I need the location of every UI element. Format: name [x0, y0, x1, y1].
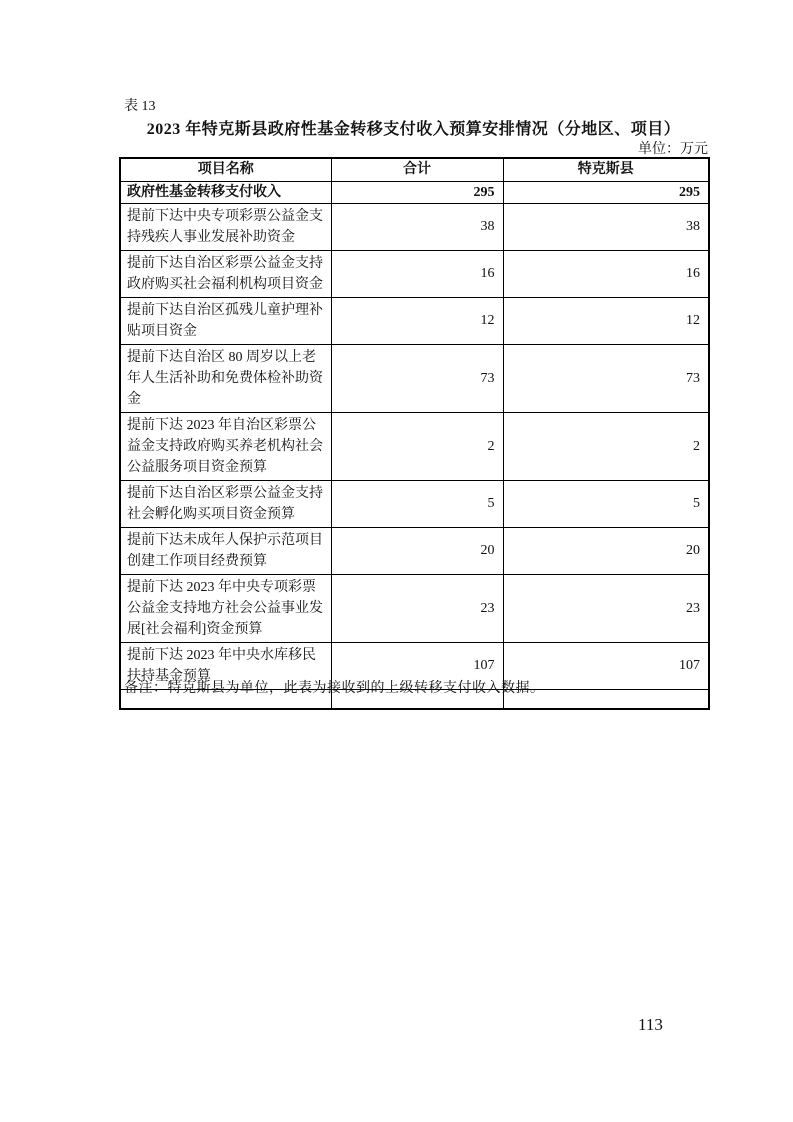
row-name-cell: 提前下达中央专项彩票公益金支持残疾人事业发展补助资金	[120, 203, 331, 250]
table-row	[120, 181, 709, 203]
row-total-cell: 107	[331, 642, 503, 689]
footnote: 备注：特克斯县为单位，此表为接收到的上级转移支付收入数据。	[124, 681, 545, 696]
row-name-cell: 提前下达自治区 80 周岁以上老年人生活补助和免费体检补助资金	[120, 344, 331, 412]
row-name-cell: 提前下达 2023 年自治区彩票公益金支持政府购买养老机构社会公益服务项目资金预算	[120, 412, 331, 480]
row-total-cell: 73	[331, 344, 503, 412]
table-header	[120, 158, 709, 181]
row-name-cell: 提前下达 2023 年中央专项彩票公益金支持地方社会公益事业发展[社会福利]资金预算	[120, 574, 331, 642]
row-total-cell: 16	[331, 250, 503, 297]
table-row	[120, 480, 709, 527]
row-tekes-cell: 2	[503, 412, 709, 480]
row-name-cell: 提前下达 2023 年中央水库移民扶持基金预算	[120, 642, 331, 689]
row-tekes-cell: 20	[503, 527, 709, 574]
row-total-cell: 23	[331, 574, 503, 642]
row-tekes-cell: 12	[503, 297, 709, 344]
document-title: 2023 年特克斯县政府性基金转移支付收入预算安排情况（分地区、项目）	[146, 121, 681, 138]
row-name-cell: 提前下达自治区孤残儿童护理补贴项目资金	[120, 297, 331, 344]
unit-note: 单位：万元	[638, 142, 708, 157]
header-total: 合计	[331, 158, 503, 181]
header-tekes-county: 特克斯县	[503, 158, 709, 181]
table-row	[120, 527, 709, 574]
table-row	[120, 203, 709, 250]
row-total-cell: 5	[331, 480, 503, 527]
row-tekes-cell: 16	[503, 250, 709, 297]
row-name-cell: 政府性基金转移支付收入	[120, 181, 331, 203]
row-total-cell: 295	[331, 181, 503, 203]
table-row	[120, 297, 709, 344]
table-row	[120, 412, 709, 480]
page-number: 113	[638, 1015, 663, 1034]
row-tekes-cell: 38	[503, 203, 709, 250]
row-total-cell: 12	[331, 297, 503, 344]
row-tekes-cell: 107	[503, 642, 709, 689]
table-number-label: 表 13	[124, 99, 156, 114]
table-row	[120, 574, 709, 642]
row-total-cell: 2	[331, 412, 503, 480]
table-body	[120, 181, 709, 709]
row-tekes-cell: 73	[503, 344, 709, 412]
row-name-cell: 提前下达自治区彩票公益金支持政府购买社会福利机构项目资金	[120, 250, 331, 297]
table-row	[120, 344, 709, 412]
row-tekes-cell: 295	[503, 181, 709, 203]
table-row	[120, 250, 709, 297]
row-tekes-cell: 23	[503, 574, 709, 642]
row-tekes-cell: 5	[503, 480, 709, 527]
row-name-cell: 提前下达自治区彩票公益金支持社会孵化购买项目资金预算	[120, 480, 331, 527]
row-name-cell: 提前下达未成年人保护示范项目创建工作项目经费预算	[120, 527, 331, 574]
header-row	[120, 158, 709, 181]
budget-table	[119, 157, 710, 710]
row-total-cell: 20	[331, 527, 503, 574]
header-project-name: 项目名称	[120, 158, 331, 181]
row-total-cell: 38	[331, 203, 503, 250]
